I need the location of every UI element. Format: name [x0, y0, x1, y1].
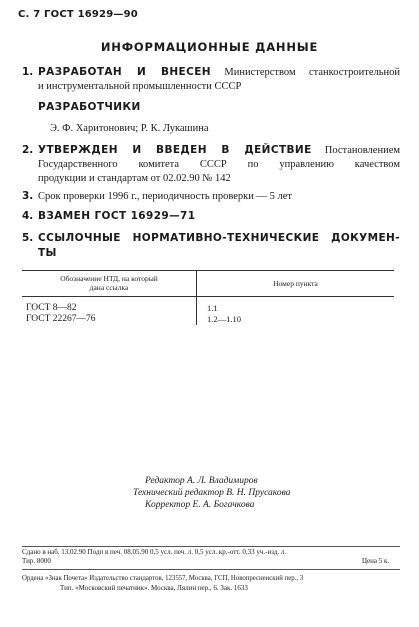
section-2-text-line2: Государственного комитета СССР по управлению качеством [38, 159, 400, 170]
section-4-number: 4. [22, 210, 34, 222]
section-2-text: Постановлением [324, 145, 400, 156]
section-5-heading-cont: ТЫ [38, 247, 57, 259]
credit-proofreader: Корректор Е. А. Богачкова [145, 500, 255, 510]
section-2-heading: УТВЕРЖДЕН И ВВЕДЕН В ДЕЙСТВИЕ [38, 144, 312, 156]
credit-editor: Редактор А. Л. Владимиров [145, 476, 258, 486]
table-row [22, 314, 394, 325]
imprint-printer: Тип. «Московский печатник». Москва, Лялин пер., 6. Зак. 1633 [60, 584, 248, 592]
imprint-price: Цена 5 к. [362, 557, 390, 565]
section-5 [22, 231, 400, 260]
references-table [22, 270, 394, 325]
imprint-line-1: Сдано в наб. 13.02.90 Подп в печ. 08.05.90 0,5 усл. печ. л. 0,5 усл. кр.-отт. 0,33 уч.-изд. л. [22, 548, 287, 556]
section-1-text-cont: и инструментальной промышленности СССР [38, 81, 242, 92]
section-4 [22, 209, 195, 224]
section-1 [22, 65, 400, 94]
credit-tech-editor: Технический редактор В. Н. Прусакова [133, 488, 291, 498]
section-1-number: 1. [22, 66, 34, 78]
section-5-number: 5. [22, 232, 34, 244]
imprint-rule-top [22, 546, 400, 547]
table-cell-item: 1.1 [197, 303, 395, 314]
imprint-rule-bottom [22, 569, 400, 570]
section-3 [22, 189, 292, 204]
page-title: ИНФОРМАЦИОННЫЕ ДАННЫЕ [100, 40, 319, 54]
imprint-circulation: Тир. 8000 [22, 557, 51, 565]
section-2 [22, 143, 400, 186]
section-1-text: Министерством станкостроительной [224, 67, 400, 78]
section-5-heading: ССЫЛОЧНЫЕ НОРМАТИВНО-ТЕХНИЧЕСКИЕ ДОКУМЕН- [38, 232, 400, 244]
developers-names: Э. Ф. Харитонович; Р. К. Лукашина [50, 123, 209, 134]
section-2-number: 2. [22, 144, 34, 156]
table-cell-ntd: ГОСТ 22267—76 [26, 314, 96, 324]
section-4-heading: ВЗАМЕН ГОСТ 16929—71 [38, 210, 196, 222]
section-1-heading: РАЗРАБОТАН И ВНЕСЕН [38, 66, 211, 78]
table-row [22, 303, 394, 314]
table-header-item: Номер пункта [197, 271, 395, 297]
credits [133, 475, 291, 511]
imprint-publisher: Ордена «Знак Почета» Издательство стандартов, 123557, Москва, ГСП, Новопресненский пер., 3 [22, 575, 304, 582]
table-cell-ntd: ГОСТ 8—82 [26, 303, 77, 313]
page-header: С. 7 ГОСТ 16929—90 [18, 9, 138, 20]
section-3-number: 3. [22, 190, 34, 202]
developers-heading: РАЗРАБОТЧИКИ [38, 101, 141, 113]
table-header-ntd: Обозначение НТД, на который дана ссылка [22, 271, 197, 297]
section-3-text: Срок проверки 1996 г., периодичность проверки — 5 лет [38, 191, 293, 202]
section-2-text-line3: продукции и стандартам от 02.02.90 № 142 [38, 173, 231, 184]
table-cell-item: 1.2—1.10 [197, 314, 395, 325]
